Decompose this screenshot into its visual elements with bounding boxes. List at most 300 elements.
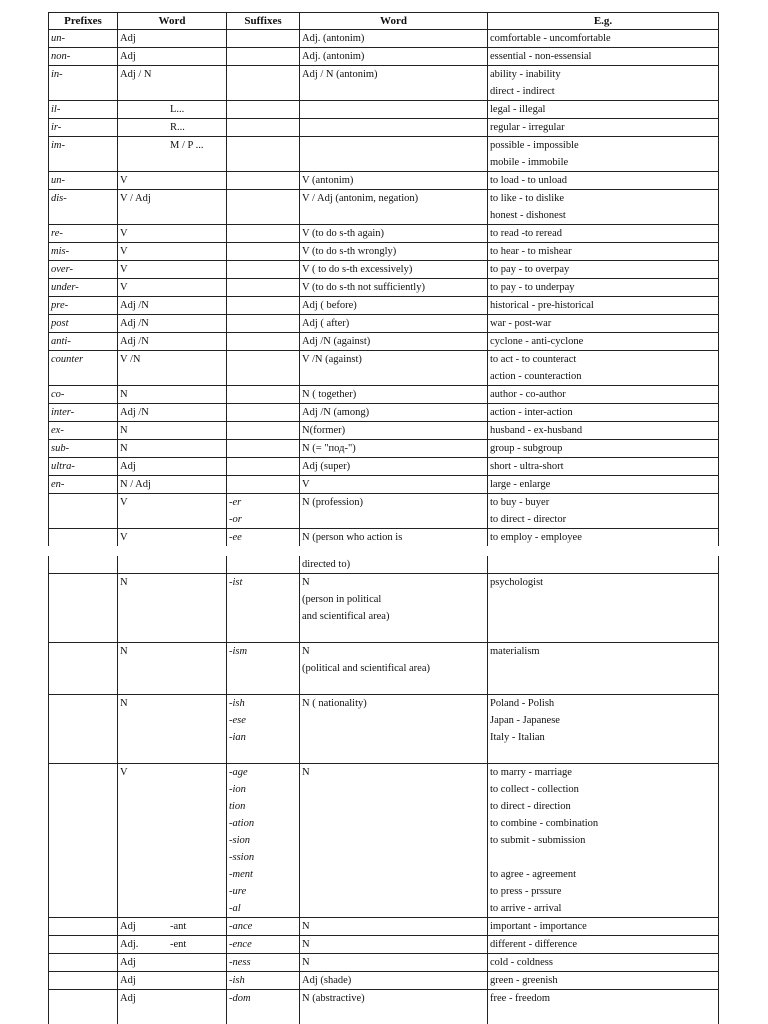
suffix-cell [227, 494, 300, 529]
result-cell [300, 458, 488, 476]
table-body-page-1 [49, 30, 719, 547]
word-cell [118, 225, 227, 243]
result-value: N [302, 921, 310, 932]
result-cell [300, 297, 488, 315]
result-value: V (to do s-th not sufficiently) [302, 282, 425, 293]
example-value: action - inter-action [490, 407, 573, 418]
example-value: to read -to reread [490, 228, 562, 239]
example-value: honest - dishonest [490, 210, 566, 221]
example-value: free - freedom [490, 993, 551, 1004]
word-cell [118, 297, 227, 315]
prefix-cell [49, 972, 118, 990]
result-value: Adj (super) [302, 461, 351, 472]
result-cell [300, 48, 488, 66]
table-row [49, 476, 719, 494]
word-value: Adj /N [120, 318, 149, 329]
prefix-value: over- [51, 264, 73, 275]
table-row [49, 386, 719, 404]
prefix-cell [49, 137, 118, 172]
word-value: N [120, 389, 128, 400]
prefix-value: un- [51, 175, 65, 186]
suffix-value: -ure [229, 886, 247, 897]
word-value: Adj /N [120, 407, 149, 418]
result-cell [300, 225, 488, 243]
table-body-page-2 [49, 556, 719, 1024]
example-value: to like - to dislike [490, 193, 565, 204]
word-cell [118, 279, 227, 297]
suffix-cell [227, 422, 300, 440]
example-value: large - enlarge [490, 479, 551, 490]
word-cell [118, 440, 227, 458]
suffix-value: -ness [229, 957, 251, 968]
suffix-value: -age [229, 767, 248, 778]
word-cell [118, 494, 227, 529]
prefix-value: un- [51, 33, 65, 44]
suffix-cell [227, 66, 300, 101]
table-row [49, 936, 719, 954]
word-value: Adj [120, 993, 136, 1004]
suffix-cell [227, 137, 300, 172]
suffix-cell [227, 458, 300, 476]
result-value: Adj ( before) [302, 300, 357, 311]
example-cell [488, 30, 719, 48]
example-cell [488, 954, 719, 972]
result-value: V / Adj (antonim, negation) [302, 193, 419, 204]
word-value: V / Adj [120, 193, 151, 204]
result-value: Adj (shade) [302, 975, 352, 986]
result-value: Adj / N (antonim) [302, 69, 378, 80]
example-value: to collect - collection [490, 784, 579, 795]
table-row [49, 695, 719, 764]
example-value: to act - to counteract [490, 354, 577, 365]
example-value [490, 849, 716, 866]
prefix-cell [49, 954, 118, 972]
prefix-value: under- [51, 282, 79, 293]
prefix-value: pre- [51, 300, 69, 311]
example-cell [488, 225, 719, 243]
word-value: V [120, 497, 128, 508]
word-cell [118, 30, 227, 48]
table-row [49, 243, 719, 261]
word-cell [118, 333, 227, 351]
table-row [49, 643, 719, 695]
table-row [49, 529, 719, 547]
result-value: (person in political [302, 594, 382, 605]
word-cell [118, 529, 227, 547]
prefix-cell [49, 695, 118, 764]
prefix-value: post [51, 318, 69, 329]
word-cell [118, 422, 227, 440]
word-cell [118, 137, 227, 172]
suffix-cell [227, 954, 300, 972]
example-value: ability - inability [490, 69, 561, 80]
result-cell [300, 66, 488, 101]
prefix-cell [49, 494, 118, 529]
word-value: V [120, 767, 128, 778]
example-value: action - counteraction [490, 371, 582, 382]
result-value: N [302, 577, 310, 588]
table-row [49, 315, 719, 333]
result-cell [300, 918, 488, 936]
word-value: Adj [120, 461, 136, 472]
example-cell [488, 458, 719, 476]
word-formation-table-continued [48, 556, 719, 1024]
result-cell [300, 440, 488, 458]
result-value: (political and scientifical area) [302, 663, 430, 674]
result-cell [300, 954, 488, 972]
word-value: Adj [120, 33, 136, 44]
suffix-value: -or [229, 514, 242, 525]
example-value: Japan - Japanese [490, 715, 560, 726]
prefix-value: il- [51, 104, 61, 115]
result-cell [300, 137, 488, 172]
result-cell [300, 315, 488, 333]
word-cell [118, 764, 227, 918]
suffix-cell [227, 695, 300, 764]
table-row [49, 494, 719, 529]
table-row [49, 225, 719, 243]
example-value: husband - ex-husband [490, 425, 583, 436]
prefix-value: dis- [51, 193, 67, 204]
header-suffixes: Suffixes [227, 13, 300, 30]
example-cell [488, 66, 719, 101]
result-cell [300, 333, 488, 351]
prefix-value: ir- [51, 122, 62, 133]
example-cell [488, 422, 719, 440]
word-cell [118, 101, 227, 119]
prefix-cell [49, 936, 118, 954]
word-value: V [120, 228, 128, 239]
prefix-cell [49, 351, 118, 386]
prefix-cell [49, 764, 118, 918]
example-value: to employ - employee [490, 532, 582, 543]
suffix-value: -ian [229, 732, 246, 743]
prefix-value: ultra- [51, 461, 75, 472]
result-value: N (profession) [302, 497, 363, 508]
word-cell [118, 172, 227, 190]
suffix-value: -er [229, 497, 242, 508]
result-cell [300, 351, 488, 386]
suffix-cell [227, 351, 300, 386]
example-value: materialism [490, 646, 540, 657]
prefix-value: co- [51, 389, 65, 400]
example-cell [488, 556, 719, 574]
table-row [49, 458, 719, 476]
word-value: V [120, 246, 128, 257]
word-cell [118, 190, 227, 225]
result-cell [300, 386, 488, 404]
table-row [49, 261, 719, 279]
word-cell [118, 556, 227, 574]
result-value: N [302, 646, 310, 657]
prefix-value: en- [51, 479, 65, 490]
example-value: to hear - to mishear [490, 246, 572, 257]
example-cell [488, 404, 719, 422]
suffix-cell [227, 48, 300, 66]
word-cell [118, 351, 227, 386]
prefix-cell [49, 261, 118, 279]
word-cell [118, 119, 227, 137]
suffix-value: -al [229, 903, 241, 914]
prefix-cell [49, 297, 118, 315]
example-value: to arrive - arrival [490, 903, 562, 914]
result-value: V ( to do s-th excessively) [302, 264, 413, 275]
header-example: E.g. [488, 13, 719, 30]
prefix-value: inter- [51, 407, 75, 418]
suffix-cell [227, 243, 300, 261]
result-cell [300, 556, 488, 574]
result-cell [300, 261, 488, 279]
suffix-cell [227, 333, 300, 351]
example-value: historical - pre-historical [490, 300, 594, 311]
example-value: group - subgroup [490, 443, 563, 454]
example-cell [488, 243, 719, 261]
word-value [120, 936, 224, 953]
example-cell [488, 990, 719, 1024]
prefix-cell [49, 643, 118, 695]
word-value: Adj [120, 957, 136, 968]
word-cell [118, 315, 227, 333]
word-cell [118, 695, 227, 764]
result-value: N [302, 939, 310, 950]
suffix-value: -ee [229, 532, 242, 543]
prefix-cell [49, 315, 118, 333]
example-value: important - importance [490, 921, 587, 932]
prefix-cell [49, 556, 118, 574]
result-value: V (antonim) [302, 175, 354, 186]
prefix-value: in- [51, 69, 63, 80]
suffix-value: -ist [229, 577, 243, 588]
word-value: V [120, 532, 128, 543]
table-row [49, 101, 719, 119]
prefix-cell [49, 529, 118, 547]
prefix-cell [49, 30, 118, 48]
word-cell [118, 954, 227, 972]
prefix-cell [49, 66, 118, 101]
example-cell [488, 333, 719, 351]
result-value: N (person who action is [302, 532, 403, 543]
example-value: war - post-war [490, 318, 552, 329]
header-word-result: Word [300, 13, 488, 30]
example-cell [488, 440, 719, 458]
example-value: to agree - agreement [490, 869, 576, 880]
suffix-value: -ment [229, 869, 253, 880]
example-cell [488, 261, 719, 279]
word-value [120, 918, 224, 935]
example-cell [488, 137, 719, 172]
suffix-cell [227, 297, 300, 315]
prefix-cell [49, 243, 118, 261]
suffix-value: -ese [229, 715, 246, 726]
result-cell [300, 101, 488, 119]
header-prefixes: Prefixes [49, 13, 118, 30]
prefix-value: ex- [51, 425, 64, 436]
prefix-cell [49, 48, 118, 66]
word-ending: -ent [170, 939, 187, 950]
example-value: to press - prssure [490, 886, 562, 897]
word-value: Adj /N [120, 300, 149, 311]
result-value: directed to) [302, 559, 351, 570]
result-cell [300, 119, 488, 137]
suffix-cell [227, 119, 300, 137]
result-value: N [302, 957, 310, 968]
suffix-cell [227, 476, 300, 494]
word-cell [118, 936, 227, 954]
word-value: Adj [120, 975, 136, 986]
header-word: Word [118, 13, 227, 30]
word-cell [118, 458, 227, 476]
example-value: cold - coldness [490, 957, 553, 968]
word-value: V [120, 282, 128, 293]
word-value: V [120, 175, 128, 186]
prefix-cell [49, 458, 118, 476]
word-value: N [120, 646, 128, 657]
word-value: N [120, 425, 128, 436]
suffix-value: -ation [229, 818, 255, 829]
table-row [49, 918, 719, 936]
result-value: Adj /N (among) [302, 407, 370, 418]
prefix-cell [49, 440, 118, 458]
suffix-value: -ssion [229, 852, 255, 863]
example-value: Poland - Polish [490, 698, 555, 709]
result-cell [300, 529, 488, 547]
result-value: Adj ( after) [302, 318, 350, 329]
table-row [49, 972, 719, 990]
prefix-cell [49, 119, 118, 137]
suffix-cell [227, 643, 300, 695]
suffix-cell [227, 315, 300, 333]
example-cell [488, 695, 719, 764]
example-cell [488, 190, 719, 225]
table-row [49, 404, 719, 422]
example-cell [488, 119, 719, 137]
result-value: Adj. (antonim) [302, 33, 365, 44]
word-value: Adj / N [120, 69, 152, 80]
prefix-value: anti- [51, 336, 71, 347]
result-value: N ( together) [302, 389, 357, 400]
table-row [49, 764, 719, 918]
example-value: psychologist [490, 577, 544, 588]
example-value: to marry - marriage [490, 767, 572, 778]
suffix-value: -ence [229, 939, 252, 950]
table-row [49, 137, 719, 172]
table-row [49, 556, 719, 574]
result-cell [300, 279, 488, 297]
table-row [49, 297, 719, 315]
example-value: essential - non-essensial [490, 51, 592, 62]
prefix-cell [49, 279, 118, 297]
result-value: and scientifical area) [302, 611, 390, 622]
prefix-value: sub- [51, 443, 70, 454]
example-cell [488, 972, 719, 990]
table-row [49, 574, 719, 643]
example-cell [488, 315, 719, 333]
result-cell [300, 990, 488, 1024]
prefix-cell [49, 476, 118, 494]
example-cell [488, 172, 719, 190]
word-value: V /N [120, 354, 141, 365]
prefix-cell [49, 225, 118, 243]
suffix-cell [227, 574, 300, 643]
suffix-cell [227, 101, 300, 119]
example-value: author - co-author [490, 389, 566, 400]
suffix-cell [227, 918, 300, 936]
result-value: V (to do s-th again) [302, 228, 385, 239]
result-value: Adj /N (against) [302, 336, 371, 347]
table-page-1 [48, 12, 718, 546]
example-cell [488, 936, 719, 954]
example-value: possible - impossible [490, 140, 579, 151]
word-cell [118, 643, 227, 695]
result-value: N (= "под-") [302, 443, 356, 454]
result-value: N [302, 767, 310, 778]
suffix-cell [227, 529, 300, 547]
result-value: Adj. (antonim) [302, 51, 365, 62]
header-row [49, 13, 719, 30]
prefix-cell [49, 404, 118, 422]
suffix-cell [227, 990, 300, 1024]
result-cell [300, 404, 488, 422]
result-value: V /N (against) [302, 354, 362, 365]
result-cell [300, 243, 488, 261]
prefix-value: re- [51, 228, 63, 239]
example-value: to pay - to overpay [490, 264, 570, 275]
example-cell [488, 574, 719, 643]
suffix-value: -ish [229, 698, 245, 709]
prefix-value: non- [51, 51, 71, 62]
word-cell [118, 476, 227, 494]
word-value: V [120, 264, 128, 275]
result-cell [300, 695, 488, 764]
result-cell [300, 172, 488, 190]
word-formation-table [48, 12, 719, 546]
example-value: mobile - immobile [490, 157, 569, 168]
prefix-cell [49, 574, 118, 643]
example-value: to direct - director [490, 514, 567, 525]
example-value: comfortable - uncomfortable [490, 33, 611, 44]
example-value: short - ultra-short [490, 461, 564, 472]
word-value: N [120, 443, 128, 454]
result-cell [300, 422, 488, 440]
example-cell [488, 764, 719, 918]
suffix-value: -ism [229, 646, 248, 657]
table-row [49, 66, 719, 101]
word-cell [118, 48, 227, 66]
prefix-cell [49, 386, 118, 404]
suffix-value: -ish [229, 975, 245, 986]
example-value: different - difference [490, 939, 578, 950]
word-value: Adj [120, 51, 136, 62]
table-page-2 [48, 556, 718, 1024]
result-value: N(former) [302, 425, 346, 436]
prefix-cell [49, 190, 118, 225]
result-cell [300, 972, 488, 990]
suffix-value: -dom [229, 993, 251, 1004]
example-value: cyclone - anti-cyclone [490, 336, 584, 347]
suffix-cell [227, 190, 300, 225]
example-value: to load - to unload [490, 175, 567, 186]
table-row [49, 172, 719, 190]
table-row [49, 190, 719, 225]
word-value: N [120, 698, 128, 709]
example-cell [488, 386, 719, 404]
example-cell [488, 48, 719, 66]
word-value: N [120, 577, 128, 588]
suffix-cell [227, 30, 300, 48]
suffix-cell [227, 936, 300, 954]
suffix-cell [227, 764, 300, 918]
table-row [49, 30, 719, 48]
